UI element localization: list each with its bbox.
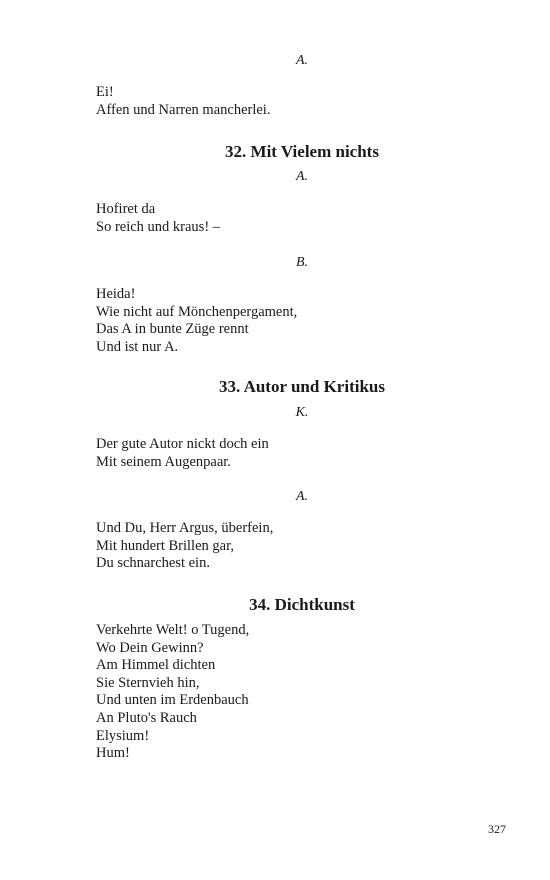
- verse-line: Verkehrte Welt! o Tugend,: [96, 622, 250, 638]
- verse-line: Wie nicht auf Mönchenpergament,: [96, 303, 298, 320]
- verse-line: An Pluto's Rauch: [96, 709, 197, 726]
- verse-block: [96, 520, 273, 573]
- speaker-label: A.: [295, 53, 309, 68]
- poem-title: 32. Mit Vielem nichts: [225, 142, 379, 161]
- verse-line: Mit seinem Augenpaar.: [96, 453, 231, 470]
- verse-line: Hum!: [96, 745, 130, 762]
- verse-line: Elysium!: [96, 727, 150, 744]
- verse-line: Hofiret da: [96, 201, 156, 217]
- speaker-label: A.: [295, 489, 309, 504]
- verse-line: Und ist nur A.: [96, 338, 179, 355]
- speaker-label: K.: [295, 405, 309, 420]
- speaker-label: B.: [295, 255, 309, 270]
- verse-line: Der gute Autor nickt doch ein: [96, 436, 269, 452]
- speaker-label: A.: [295, 169, 309, 184]
- verse-block: [96, 201, 220, 236]
- page-number: 327: [488, 822, 506, 836]
- verse-line: Du schnarchest ein.: [96, 555, 210, 572]
- verse-block: [96, 622, 249, 763]
- verse-line: Mit hundert Brillen gar,: [96, 537, 234, 554]
- verse-line: Ei!: [96, 84, 114, 100]
- verse-block: [96, 84, 270, 119]
- verse-line: Und Du, Herr Argus, überfein,: [96, 520, 274, 536]
- verse-line: Am Himmel dichten: [96, 657, 216, 674]
- verse-block: [96, 436, 269, 471]
- verse-block: [96, 286, 297, 356]
- verse-line: Das A in bunte Züge rennt: [96, 321, 249, 338]
- verse-line: So reich und kraus! –: [96, 218, 221, 235]
- poem-title: 33. Autor und Kritikus: [219, 377, 385, 396]
- verse-line: Sie Sternvieh hin,: [96, 674, 200, 691]
- verse-line: Heida!: [96, 286, 136, 302]
- verse-line: Und unten im Erdenbauch: [96, 692, 249, 709]
- verse-line: Affen und Narren mancherlei.: [96, 101, 271, 118]
- poem-title: 34. Dichtkunst: [249, 595, 355, 614]
- verse-line: Wo Dein Gewinn?: [96, 639, 204, 656]
